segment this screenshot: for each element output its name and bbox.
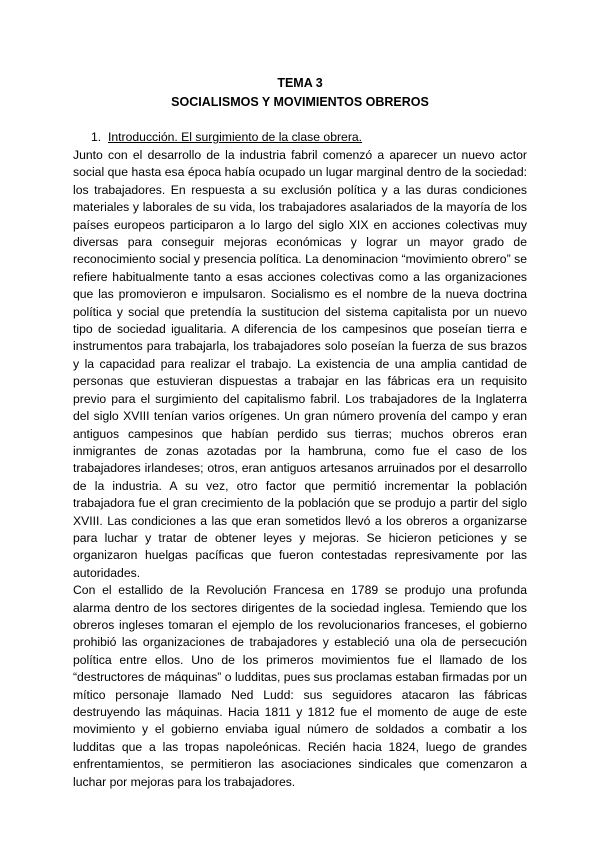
section-heading-text: Introducción. El surgimiento de la clase obrera. bbox=[108, 130, 363, 144]
section-number: 1. bbox=[91, 130, 102, 144]
section-heading bbox=[91, 130, 362, 145]
document-title: TEMA 3 bbox=[277, 76, 323, 90]
document-subtitle: SOCIALISMOS Y MOVIMIENTOS OBREROS bbox=[171, 95, 429, 109]
paragraph: Con el estallido de la Revolución Francesa en 1789 se produjo una profunda alarma dentro de los sectores dirigentes de la sociedad inglesa. Temiendo que los obreros ingleses tomaran el ejemplo de los revolucionarios franceses, el gobierno prohibió las organizaciones de trabajadores y estableció una ola de persecución política entre ellos. Uno de los primeros movimientos fue el llamado de los “destructores de máquinas” o ludditas, pues sus proclamas estaban firmadas por un mítico personaje llamado Ned Ludd: sus seguidores atacaron las fábricas destruyendo las máquinas. Hacia 1811 y 1812 fue el momento de auge de este movimiento y el gobierno enviaba igual número de soldados a combatir a los ludditas que a las tropas napoleónicas. Recién hacia 1824, luego de grandes enfrentamientos, se permitieron las asociaciones sindicales que comenzaron a luchar por mejoras para los trabajadores. bbox=[73, 583, 527, 789]
paragraph: Junto con el desarrollo de la industria fabril comenzó a aparecer un nuevo actor social que hasta esa época había ocupado un lugar marginal dentro de la sociedad: los trabajadores. En respuesta a su exclusión política y a las duras condiciones materiales y laborales de su vida, los trabajadores asalariados de la mayoría de los países europeos participaron a lo largo del siglo XIX en acciones colectivas muy diversas para conseguir mejoras económicas y lograr un mayor grado de reconocimiento social y presencia política. La denominacion “movimiento obrero” se refiere habitualmente tanto a esas acciones colectivas como a las organizaciones que las promovieron e impulsaron. Socialismo es el nombre de la nueva doctrina política y social que pretendía la sustitucion del sistema capitalista por un nuevo tipo de sociedad igualitaria. A diferencia de los campesinos que poseían tierra e instrumentos para trabajarla, los trabajadores solo poseían la fuerza de sus brazos y la capacidad para realizar el trabajo. La existencia de una amplia cantidad de personas que estuvieran dispuestas a trabajar en las fábricas era un requisito previo para el surgimiento del capitalismo fabril. Los trabajadores de la Inglaterra del siglo XVIII tenían varios orígenes. Un gran número provenía del campo y eran antiguos campesinos que habían perdido sus tierras; muchos obreros eran inmigrantes de zonas azotadas por la hambruna, como fue el caso de los trabajadores irlandeses; otros, eran antiguos artesanos arruinados por el desarrollo de la industria. A su vez, otro factor que permitió incrementar la población trabajadora fue el gran crecimiento de la población que se produjo a partir del siglo XVIII. Las condiciones a las que eran sometidos llevó a los obreros a organizarse para luchar y tratar de obtener leyes y mejoras. Se hicieron peticiones y se organizaron huelgas pacíficas que fueron contestadas represivamente por las autoridades. bbox=[73, 148, 527, 580]
body-text bbox=[73, 147, 527, 791]
